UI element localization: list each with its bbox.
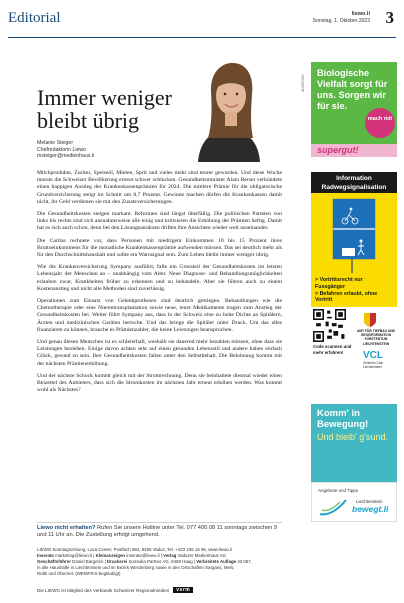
impressum-line: in alle Haushalte in Liechtenstein und im Bezirk Werdenberg sowie in den Ortschaften Sargans, Mels, bbox=[37, 565, 235, 570]
coat-of-arms-icon bbox=[363, 312, 377, 328]
mach-mit-badge: mach mit bbox=[365, 108, 395, 138]
bewegt-subline: Und bleib' g'sund. bbox=[317, 432, 388, 442]
vsrm-logo: vsrm bbox=[173, 587, 193, 593]
coop-ad[interactable] bbox=[311, 62, 397, 157]
masthead-brand: liewo.li bbox=[351, 11, 370, 17]
supergut-logo: supergut! bbox=[317, 145, 359, 155]
paragraph: Wie die Krankenversicherung Sympany ausführt, falle ein Grossteil der Gesundheitskosten im letzten Lebensjahr der Menschen an – unabhängig vom Alter. Neue Diagnose- und Behandlungsmöglichkeiten erlauben zwar, Krankheiten früher zu erkennen und zu behandeln. Aber sie führen auch zu einem Kostenanstieg und nicht alle Methoden sind zuverlässig. bbox=[37, 264, 282, 292]
portrait-image bbox=[184, 54, 274, 162]
bewegt-li-label: Liechtenstein bbox=[356, 499, 383, 504]
bullet-fussgaenger: > Vortrittsrecht nur Fussgänger bbox=[315, 277, 363, 290]
cyclist-sign-icon bbox=[311, 193, 397, 273]
bewegt-offer: Angebote und Tipps bbox=[318, 488, 359, 493]
qr-caption: Code scannen und mehr erfahren! bbox=[313, 344, 352, 355]
bewegt-ad[interactable] bbox=[311, 404, 397, 482]
headline-line1: Immer weniger bbox=[37, 85, 172, 110]
membership-text: Die LIEWO ist Mitglied des Verbands Schweizer Regionalmedien bbox=[37, 587, 170, 593]
ad-label: ANZEIGEN bbox=[301, 74, 305, 92]
delivery-service-note bbox=[37, 525, 282, 540]
masthead-date: Sonntag, 1. Oktober 2023 bbox=[312, 18, 370, 24]
author-portrait bbox=[184, 54, 274, 162]
page-header bbox=[8, 8, 396, 38]
radweg-bullets bbox=[311, 273, 397, 307]
bewegt-ad-footer[interactable] bbox=[311, 482, 397, 522]
vcl-logo: VCL Verkehrs-Club Liechtenstein bbox=[363, 350, 395, 369]
coop-ad-text: Biologische Vielfalt sorgt für uns. Sorgen wir für sie. bbox=[317, 68, 388, 111]
paragraph: Milchprodukte, Zucker, Speiseöl, Mieten, Sprit und vieles mehr sind teurer geworden. Und diese Woche musste die Schweizer Bevölkerung erneut schwer schlucken. Gesundheitsminister Alain Berset verkündete einen happigen Anstieg der Krankenkassenprämien für 2024. Die mittlere Prämie für die obligatorische Grundversicherung steigt im Schnitt um 8,7 Prozent. Gewinne machen dürfen die Krankenkassen damit nicht, ihr Geld verdienen sie mit den Zusatzversicherungen. bbox=[37, 170, 282, 205]
bullet-befahren: > Befahren erlaubt, ohne Vortritt bbox=[315, 290, 378, 304]
paragraph: Die Caritas rechnete vor, dass Personen mit niedrigem Einkommen 10 bis 15 Prozent ihres Bruttoeinkommens für die monatliche Krankenkassenprämie aufwenden müssen. Das sei deutlich mehr als für den Durchschnittshaushalt und sollte ein Warnsignal sein. Zum Leben bleibt immer weniger übrig. bbox=[37, 237, 282, 259]
vcl-subtitle: Verkehrs-Club Liechtenstein bbox=[363, 361, 384, 369]
qr-code-icon[interactable] bbox=[313, 309, 346, 342]
paragraph: Und genau diesen Menschen ist es schleierhaft, weshalb sie dauernd mehr bezahlen müssen, ohne dass sie Leistungen beziehen. Einige davon achten sehr auf einen gesunden Lebensstil und andere haben einfach Glück, gesund zu sein. Ihre Gesundheitskosten fallen unter den Selbstbehalt. Die Belohnung kommt mit der nächsten Prämienerhöhung. bbox=[37, 339, 282, 367]
author-block bbox=[37, 140, 94, 160]
paragraph: Die Gesundheitskosten steigen markant. Reformen sind längst überfällig. Die politischen Parteien von links bis rechts sind sich ausnahmsweise alle einig und kritisieren die Erhöhung der Prämien heftig. Damit hat es sich auch schon, denn bei den Lösungsansätzen driften ihre Ansichten wieder weit auseinander. bbox=[37, 211, 282, 232]
divider bbox=[37, 522, 282, 523]
membership-footer bbox=[37, 587, 287, 593]
impressum-line: Inserate marketing@liewo.li | Kleinanzeigen inserate@liewo.li | Verlag Vaduzer Medienhaus AG bbox=[37, 553, 227, 558]
author-name: Melanie Steiger bbox=[37, 140, 74, 146]
impressum-line: Geschäftsführer Daniel Bargetze | Druckerei Somedia Partner AG, 9469 Haag | Verbreitete Auflage 43 087, bbox=[37, 559, 252, 564]
bewegt-swoosh-icon bbox=[318, 498, 348, 518]
service-question: Liewo nicht erhalten? bbox=[37, 525, 96, 531]
impressum-line: Rüthi und Oberriet. (WEMF/KS-beglaubigt) bbox=[37, 571, 121, 576]
supergut-band bbox=[311, 144, 397, 157]
sign-illustration bbox=[311, 193, 397, 273]
article-headline bbox=[37, 86, 187, 132]
section-title: Editorial bbox=[8, 10, 61, 26]
author-role: Chefredaktorin Liewo bbox=[37, 146, 87, 153]
amt-logo: AMT FÜR TIEFBAU UND GEOINFORMATION FÜRSTENTUM LIECHTENSTEIN bbox=[356, 329, 396, 346]
page-number: 3 bbox=[385, 8, 394, 27]
paragraph: Operationen zum Einsatz von Gelenkprothesen sind deutlich gestiegen. Behandlungen wie die Chemotherapie oder eine Nierentransplantation sowie neue, teure Medikamente tragen zum Anstieg der Gesundheitskosten bei. Weiter führt Sympany aus, dass in der Schweiz eine zu hohe Dichte an Spitälern, Ärzten und medizinischen Geräten herrsche. Und das bringe die Spitäler unter Druck. Um das alles finanzieren zu können, brauche es Prämienzahler, die keine Leistungen beanspruchen. bbox=[37, 298, 282, 333]
author-email: msteiger@medienhaus.li bbox=[37, 153, 95, 160]
bewegt-logo: bewegt.li bbox=[352, 504, 389, 514]
service-text: Rufen Sie unsere Hotline unter Tel. 077 400 08 11 sonntags zwischen 9 und 11 Uhr an. Die Zustellung erfolgt umgehend. bbox=[37, 525, 278, 539]
radweg-ad-title: Information Radwegsignalisation bbox=[311, 172, 397, 193]
radweg-ad[interactable] bbox=[311, 172, 397, 394]
impressum-line: LIEWO Sonntagszeitung, Lova Center, Postfach 884, 9490 Vaduz, Tel. +423 236 16 96, www.liewo.li bbox=[37, 547, 232, 552]
bewegt-headline: Komm' in Bewegung! bbox=[317, 408, 369, 430]
paragraph: Und der nächste Schock kommt gleich mit der Stromrechnung. Denn sie beinhaltete diesmal wieder einen Beizettel des Anbieters, dass sich die Stromkosten im nächsten Jahr erneut erhöhen werden. Was kommt wohl als Nächstes? bbox=[37, 372, 282, 394]
headline-line2: bleibt übrig bbox=[37, 108, 140, 133]
masthead bbox=[313, 11, 370, 25]
impressum bbox=[37, 547, 287, 577]
article-body bbox=[37, 170, 282, 399]
